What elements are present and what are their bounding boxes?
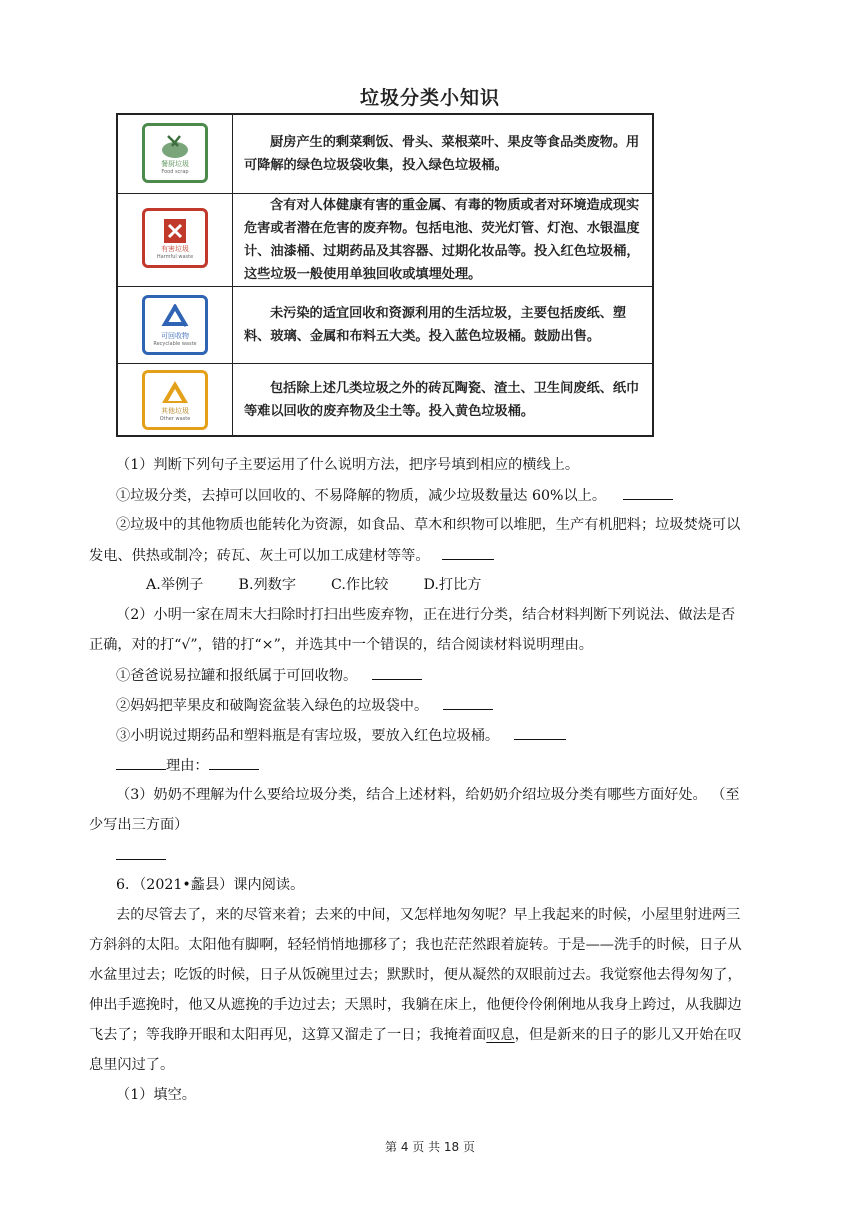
q2-item: ①爸爸说易拉罐和报纸属于可回收物。: [0, 665, 860, 686]
passage-line: 伸出手遮挽时，他又从遮挽的手边过去；天黑时，我躺在床上，他便伶伶俐俐地从我身上跨过，从我脚边: [89, 997, 742, 1013]
q2-reason: 理由：: [0, 755, 860, 776]
passage-line: 去的尽管去了，来的尽管来着；去来的中间，又怎样地匆匆呢？早上我起来的时候，小屋里射进两三: [116, 907, 741, 923]
option-d: D.打比方: [423, 577, 482, 593]
page-footer: 第 4 页 共 18 页: [385, 1140, 475, 1154]
passage-line: 飞去了；等我睁开眼和太阳再见，这算又溜走了一日；我掩着面叹息，但是新来的日子的影儿又开始在叹: [89, 1027, 742, 1043]
passage-line: 方斜斜的太阳。太阳他有脚啊，轻轻悄悄地挪移了；我也茫茫然跟着旋转。于是——洗手的时候，日子从: [89, 937, 742, 953]
food-waste-icon: 餐厨垃圾 Food scrap: [142, 123, 208, 183]
q2-stem: （2）小明一家在周末大扫除时打扫出些废弃物，正在进行分类，结合材料判断下列说法、做法是否: [116, 607, 736, 623]
q2-item: ②妈妈把苹果皮和破陶瓷盆装入绿色的垃圾袋中。: [0, 695, 860, 716]
q1-item: ②垃圾中的其他物质也能转化为资源，如食品、草木和织物可以堆肥，生产有机肥料；垃圾焚烧可以: [116, 517, 741, 533]
other-waste-icon: 其他垃圾 Other waste: [142, 370, 208, 430]
q1-options: [0, 575, 860, 595]
table-row-text: 厨房产生的剩菜剩饭、骨头、菜根菜叶、果皮等食品类废物。用可降解的绿色垃圾袋收集，投入绿色垃圾桶。: [244, 135, 640, 173]
table-row: [118, 287, 652, 364]
table-row-text: 包括除上述几类垃圾之外的砖瓦陶瓷、渣土、卫生间废纸、纸巾等难以回收的废弃物及尘土等。投入黄色垃圾桶。: [244, 380, 640, 419]
q1-stem: （1）判断下列句子主要运用了什么说明方法，把序号填到相应的横线上。: [116, 457, 580, 473]
passage-line: 水盆里过去；吃饭的时候，日子从饭碗里过去；默默时，便从凝然的双眼前过去。我觉察他去得匆匆了，: [89, 967, 742, 983]
answer-blank[interactable]: [209, 755, 259, 770]
q6-sub1: （1）填空。: [116, 1087, 196, 1103]
answer-blank[interactable]: [372, 665, 422, 680]
recyclable-icon: 可回收物 Recyclable waste: [142, 295, 208, 355]
answer-blank[interactable]: [623, 485, 673, 500]
q3-answer: [0, 845, 860, 866]
q2-stem: 正确，对的打“√”，错的打“×”，并选其中一个错误的，结合阅读材料说明理由。: [89, 637, 593, 653]
q2-item: ③小明说过期药品和塑料瓶是有害垃圾，要放入红色垃圾桶。: [0, 725, 860, 746]
answer-blank[interactable]: [116, 755, 166, 770]
underlined-word: 叹息: [486, 1027, 515, 1043]
answer-blank[interactable]: [442, 545, 494, 560]
doc-title: 垃圾分类小知识: [359, 87, 500, 109]
option-a: A.举例子: [146, 577, 204, 593]
option-c: C.作比较: [331, 577, 389, 593]
trash-classification-table: [116, 113, 654, 437]
table-row: [118, 364, 652, 435]
q1-item: ①垃圾分类，去掉可以回收的、不易降解的物质，减少垃圾数量达 60%以上。: [0, 485, 860, 506]
passage-line: 息里闪过了。: [89, 1057, 175, 1073]
harmful-waste-icon: 有害垃圾 Harmful waste: [142, 208, 208, 268]
q3-stem: 少写出三方面）: [89, 817, 189, 833]
table-row-text: 未污染的适宜回收和资源利用的生活垃圾，主要包括废纸、塑料、玻璃、金属和布料五大类。投入蓝色垃圾桶。鼓励出售。: [244, 306, 627, 344]
table-row-text: 含有对人体健康有害的重金属、有毒的物质或者对环境造成现实危害或者潜在危害的废弃物。包括电池、荧光灯管、灯泡、水银温度计、油漆桶、过期药品及其容器、过期化妆品等。投入红色垃圾桶，这些垃圾一般使用单独回收或填埋处理。: [244, 198, 640, 282]
table-row: [118, 194, 652, 287]
q6-title: 6．（2021•蠡县）课内阅读。: [116, 877, 305, 893]
option-b: B.列数字: [238, 577, 297, 593]
q3-stem: （3）奶奶不理解为什么要给垃圾分类，结合上述材料，给奶奶介绍垃圾分类有哪些方面好处。 （至: [116, 787, 740, 803]
answer-blank[interactable]: [116, 845, 166, 860]
answer-blank[interactable]: [443, 695, 493, 710]
table-row: [118, 115, 652, 194]
q1-item: 发电、供热或制冷；砖瓦、灰土可以加工成建材等等。: [0, 545, 860, 566]
answer-blank[interactable]: [514, 725, 566, 740]
